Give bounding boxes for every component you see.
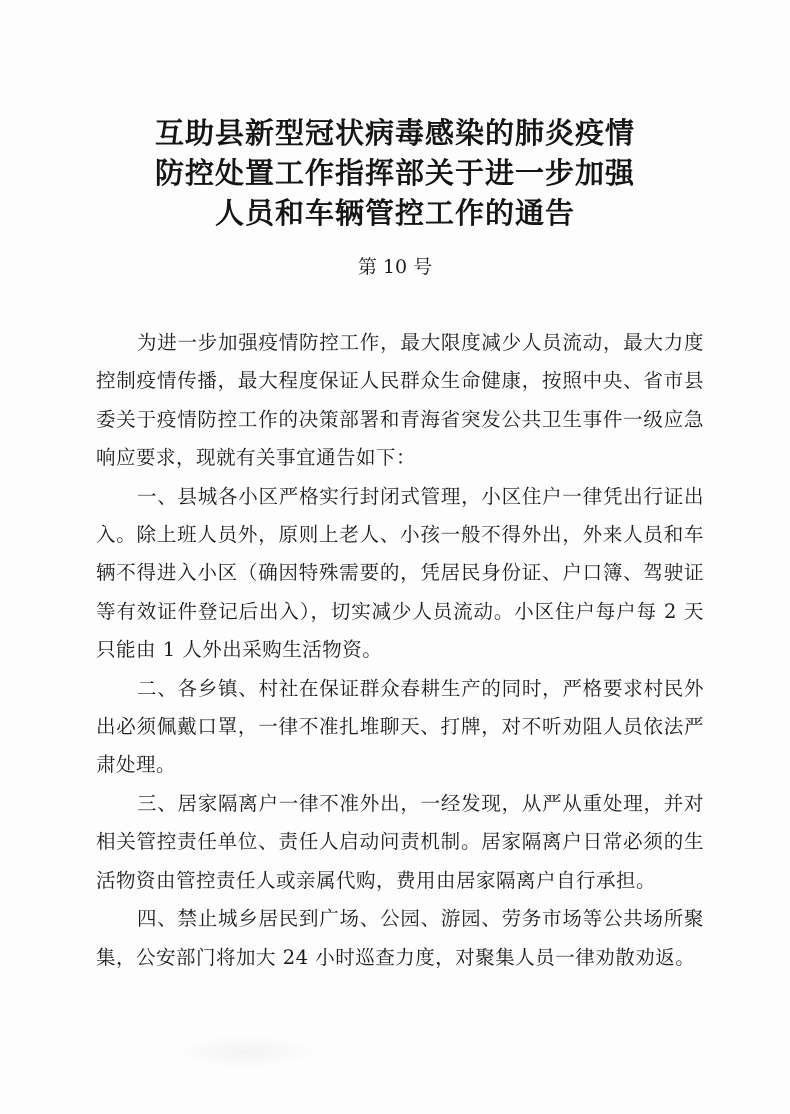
notice-body (96, 324, 704, 977)
title-line-2: 防控处置工作指挥部关于进一步加强 (154, 156, 635, 190)
item-3-paragraph: 三、居家隔离户一律不准外出，一经发现，从严从重处理，并对相关管控责任单位、责任人启动问责机制。居家隔离户日常必须的生活物资由管控责任人或亲属代购，费用由居家隔离户自行承担。 (96, 791, 704, 892)
item-1-paragraph: 一、县城各小区严格实行封闭式管理，小区住户一律凭出行证出入。除上班人员外，原则上老人、小孩一般不得外出，外来人员和车辆不得进入小区（确因特殊需要的，凭居民身份证、户口簿、驾驶证等有效证件登记后出入），切实减少人员流动。小区住户每户每 2 天只能由 1 人外出采购生活物资。 (96, 484, 704, 662)
item-2-paragraph: 二、各乡镇、村社在保证群众春耕生产的同时，严格要求村民外出必须佩戴口罩，一律不准扎堆聊天、打牌，对不听劝阻人员依法严肃处理。 (96, 676, 704, 777)
title-line-1: 互助县新型冠状病毒感染的肺炎疫情 (154, 116, 635, 150)
title-line-3: 人员和车辆管控工作的通告 (214, 196, 575, 230)
document-number: 第 10 号 (357, 256, 433, 278)
intro-paragraph: 为进一步加强疫情防控工作，最大限度减少人员流动，最大力度控制疫情传播，最大程度保证人民群众生命健康，按照中央、省市县委关于疫情防控工作的决策部署和青海省突发公共卫生事件一级应急响应要求，现就有关事宜通告如下： (96, 331, 704, 470)
item-4-paragraph: 四、禁止城乡居民到广场、公园、游园、劳务市场等公共场所聚集，公安部门将加大 24 小时巡查力度，对聚集人员一律劝散劝返。 (96, 907, 704, 969)
notice-title (0, 113, 790, 233)
scan-artifact (170, 1035, 320, 1069)
